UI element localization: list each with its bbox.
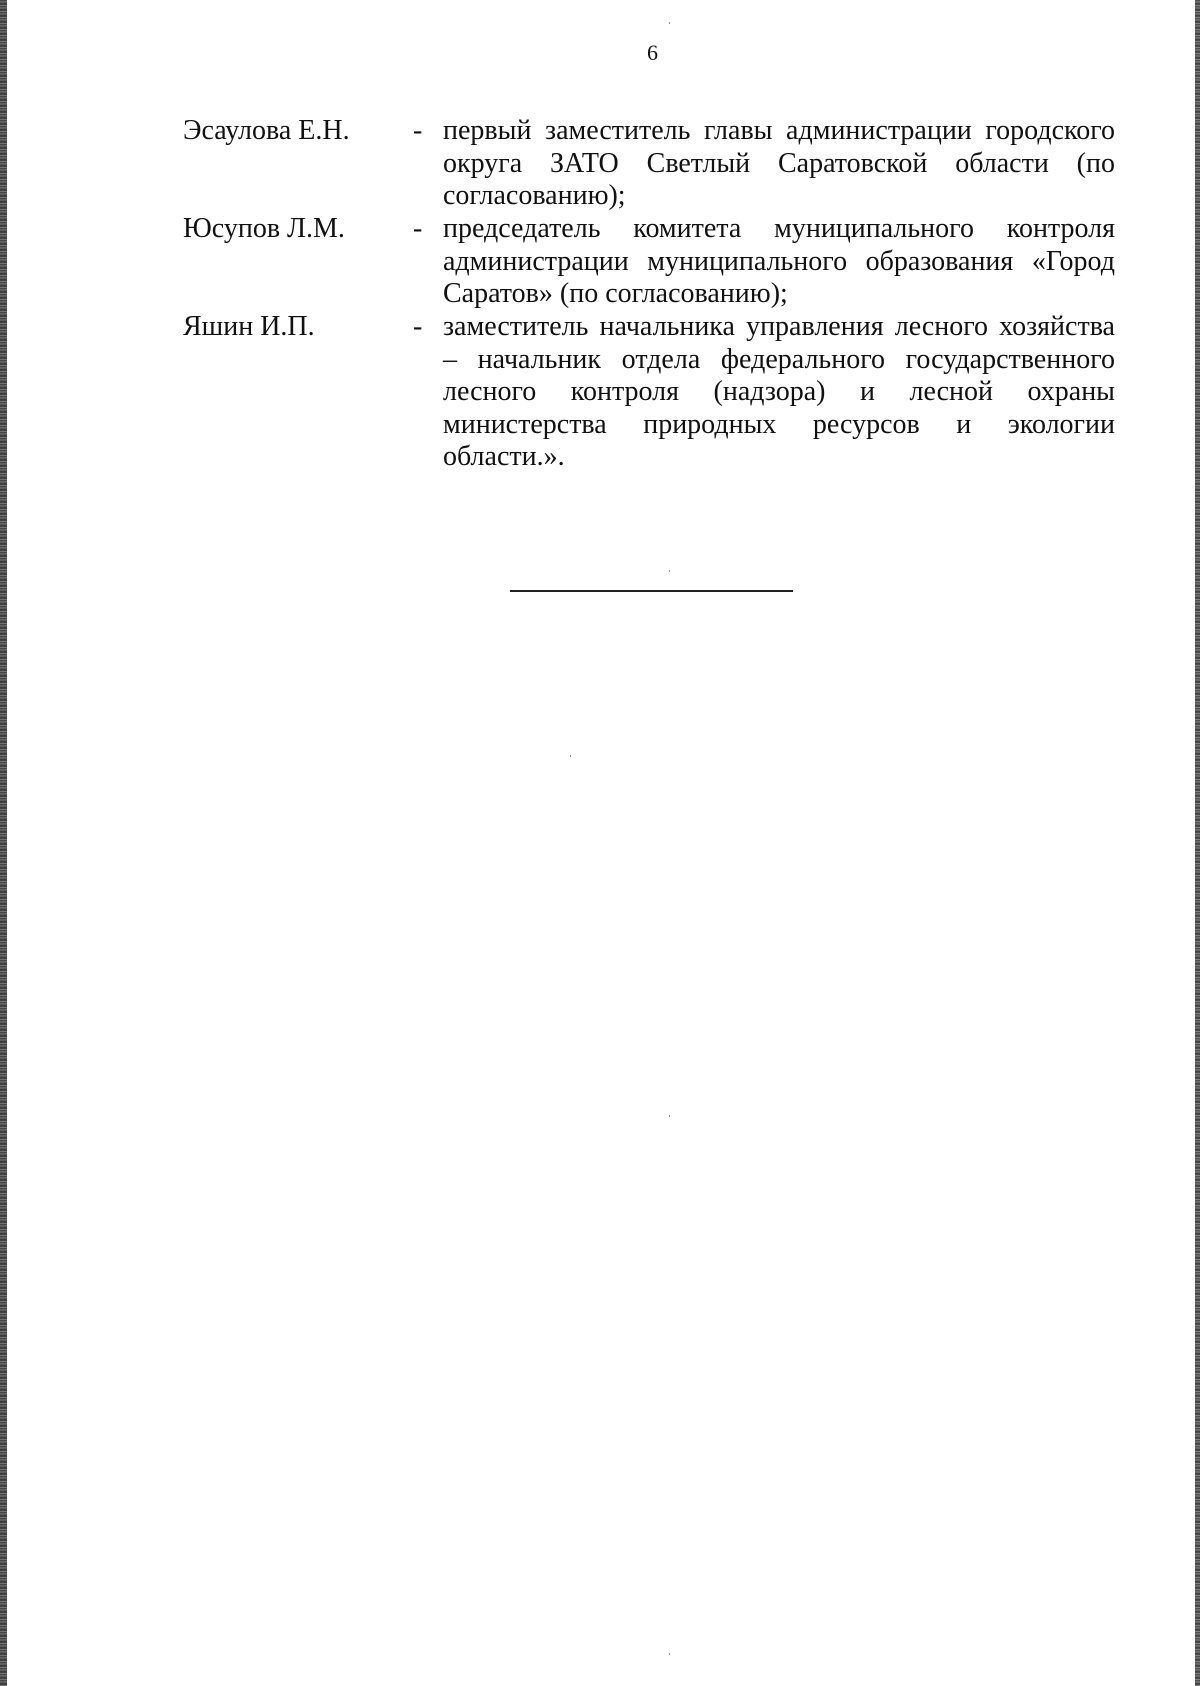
- scan-speck: [669, 1115, 670, 1117]
- entry-dash: -: [413, 115, 423, 146]
- member-position: председатель комитета муниципального контроля администрации муниципального образования «Город Саратов» (по согласованию);: [443, 213, 1115, 309]
- scan-border-right: [1195, 0, 1200, 1686]
- scan-border-left: [0, 0, 7, 1686]
- member-position: заместитель начальника управления лесного хозяйства – начальник отдела федерального государственного лесного контроля (надзора) и лесной охраны министерства природных ресурсов и экологии области.».: [443, 311, 1115, 472]
- scan-speck: [669, 22, 670, 24]
- page-number: 6: [647, 40, 658, 65]
- scan-speck: [570, 755, 571, 757]
- member-name: Эсаулова Е.Н.: [183, 115, 350, 146]
- scan-speck: [669, 1653, 670, 1655]
- end-separator-line: [510, 590, 793, 592]
- entry-dash: -: [413, 213, 423, 244]
- member-name: Юсупов Л.М.: [183, 213, 345, 244]
- member-position: первый заместитель главы администрации городского округа ЗАТО Светлый Саратовской области (по согласованию);: [443, 115, 1115, 211]
- member-name: Яшин И.П.: [183, 311, 315, 342]
- entry-dash: -: [413, 311, 423, 342]
- scan-speck: [669, 570, 670, 572]
